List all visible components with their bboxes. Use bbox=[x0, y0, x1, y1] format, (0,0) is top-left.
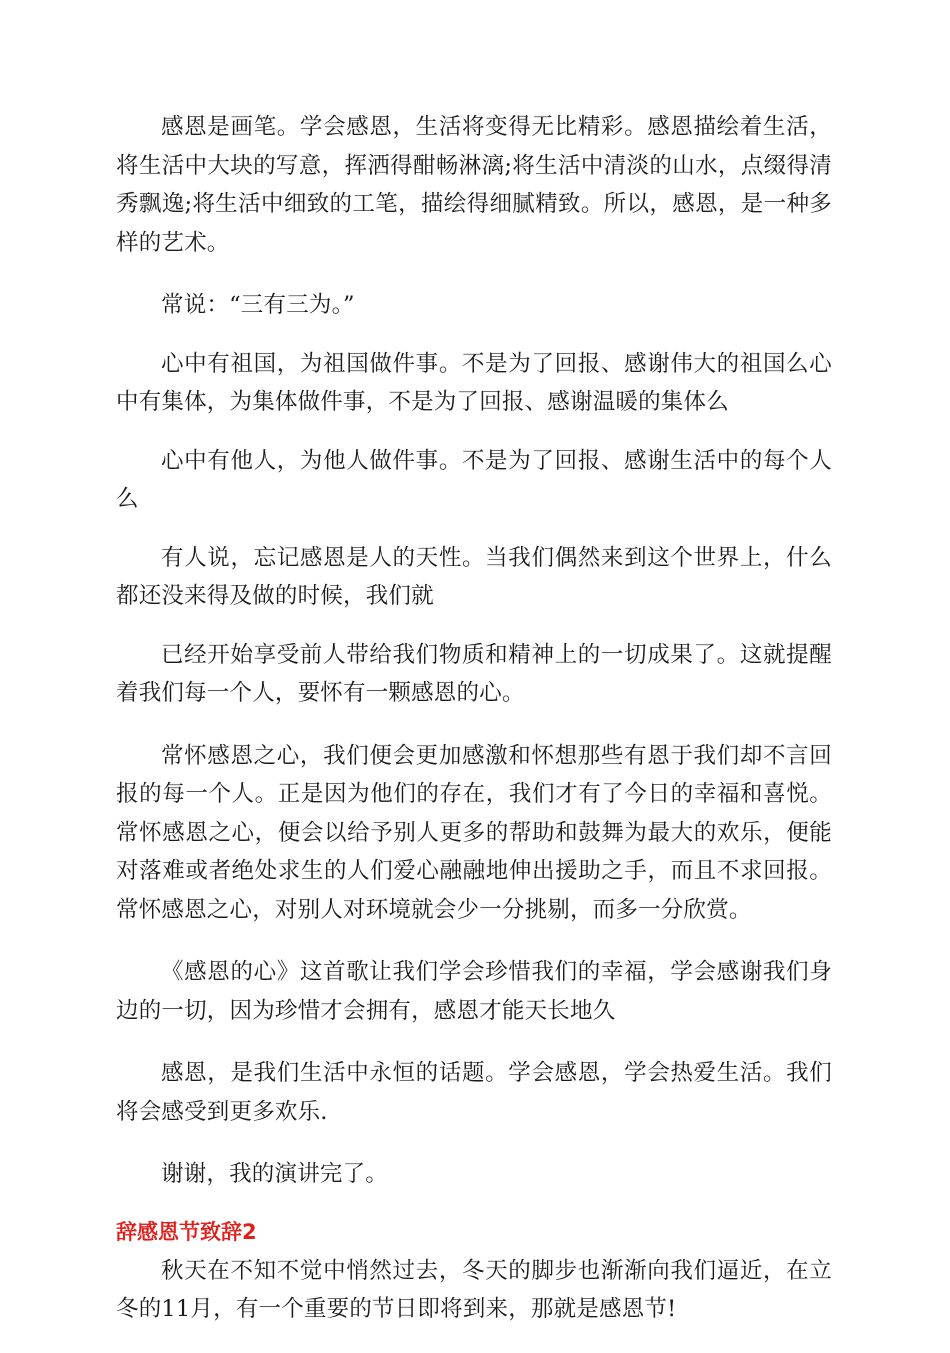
section-heading-2: 辞感恩节致辞2 bbox=[116, 1219, 257, 1244]
paragraph-human-nature: 有人说，忘记感恩是人的天性。当我们偶然来到这个世界上，什么都还没来得及做的时候，我们就 bbox=[116, 544, 832, 609]
paragraph-others: 心中有他人，为他人做件事。不是为了回报、感谢生活中的每个人么 bbox=[116, 447, 832, 512]
paragraph-motherland: 心中有祖国，为祖国做件事。不是为了回报、感谢伟大的祖国么心中有集体，为集体做件事，不是为了回报、感谢温暖的集体么 bbox=[116, 350, 832, 415]
paragraph-gratitude-brush: 感恩是画笔。学会感恩，生活将变得无比精彩。感恩描绘着生活，将生活中大块的写意，挥洒得酣畅淋漓;将生活中清淡的山水，点缀得清秀飘逸;将生活中细致的工笔，描绘得细腻精致。所以，感恩，是一种多样的艺术。 bbox=[116, 114, 832, 256]
paragraph-grateful-heart: 常怀感恩之心，我们便会更加感激和怀想那些有恩于我们却不言回报的每一个人。正是因为他们的存在，我们才有了今日的幸福和喜悦。常怀感恩之心，便会以给予别人更多的帮助和鼓舞为最大的欢乐，便能对落难或者绝处求生的人们爱心融融地伸出援助之手，而且不求回报。常怀感恩之心，对别人对环境就会少一分挑剔，而多一分欣赏。 bbox=[116, 742, 832, 923]
paragraph-eternal-topic: 感恩，是我们生活中永恒的话题。学会感恩，学会热爱生活。我们将会感受到更多欢乐. bbox=[116, 1060, 832, 1125]
paragraph-predecessors: 已经开始享受前人带给我们物质和精神上的一切成果了。这就提醒着我们每一个人，要怀有一颗感恩的心。 bbox=[116, 641, 832, 706]
document-page bbox=[116, 108, 832, 1353]
paragraph-closing: 谢谢，我的演讲完了。 bbox=[161, 1161, 389, 1187]
paragraph-autumn: 秋天在不知不觉中悄然过去，冬天的脚步也渐渐向我们逼近，在立冬的11月，有一个重要的节日即将到来，那就是感恩节! bbox=[116, 1257, 832, 1322]
paragraph-three-haves: 常说：“三有三为。” bbox=[161, 292, 355, 318]
paragraph-song: 《感恩的心》这首歌让我们学会珍惜我们的幸福，学会感谢我们身边的一切，因为珍惜才会拥有，感恩才能天长地久 bbox=[116, 959, 832, 1024]
